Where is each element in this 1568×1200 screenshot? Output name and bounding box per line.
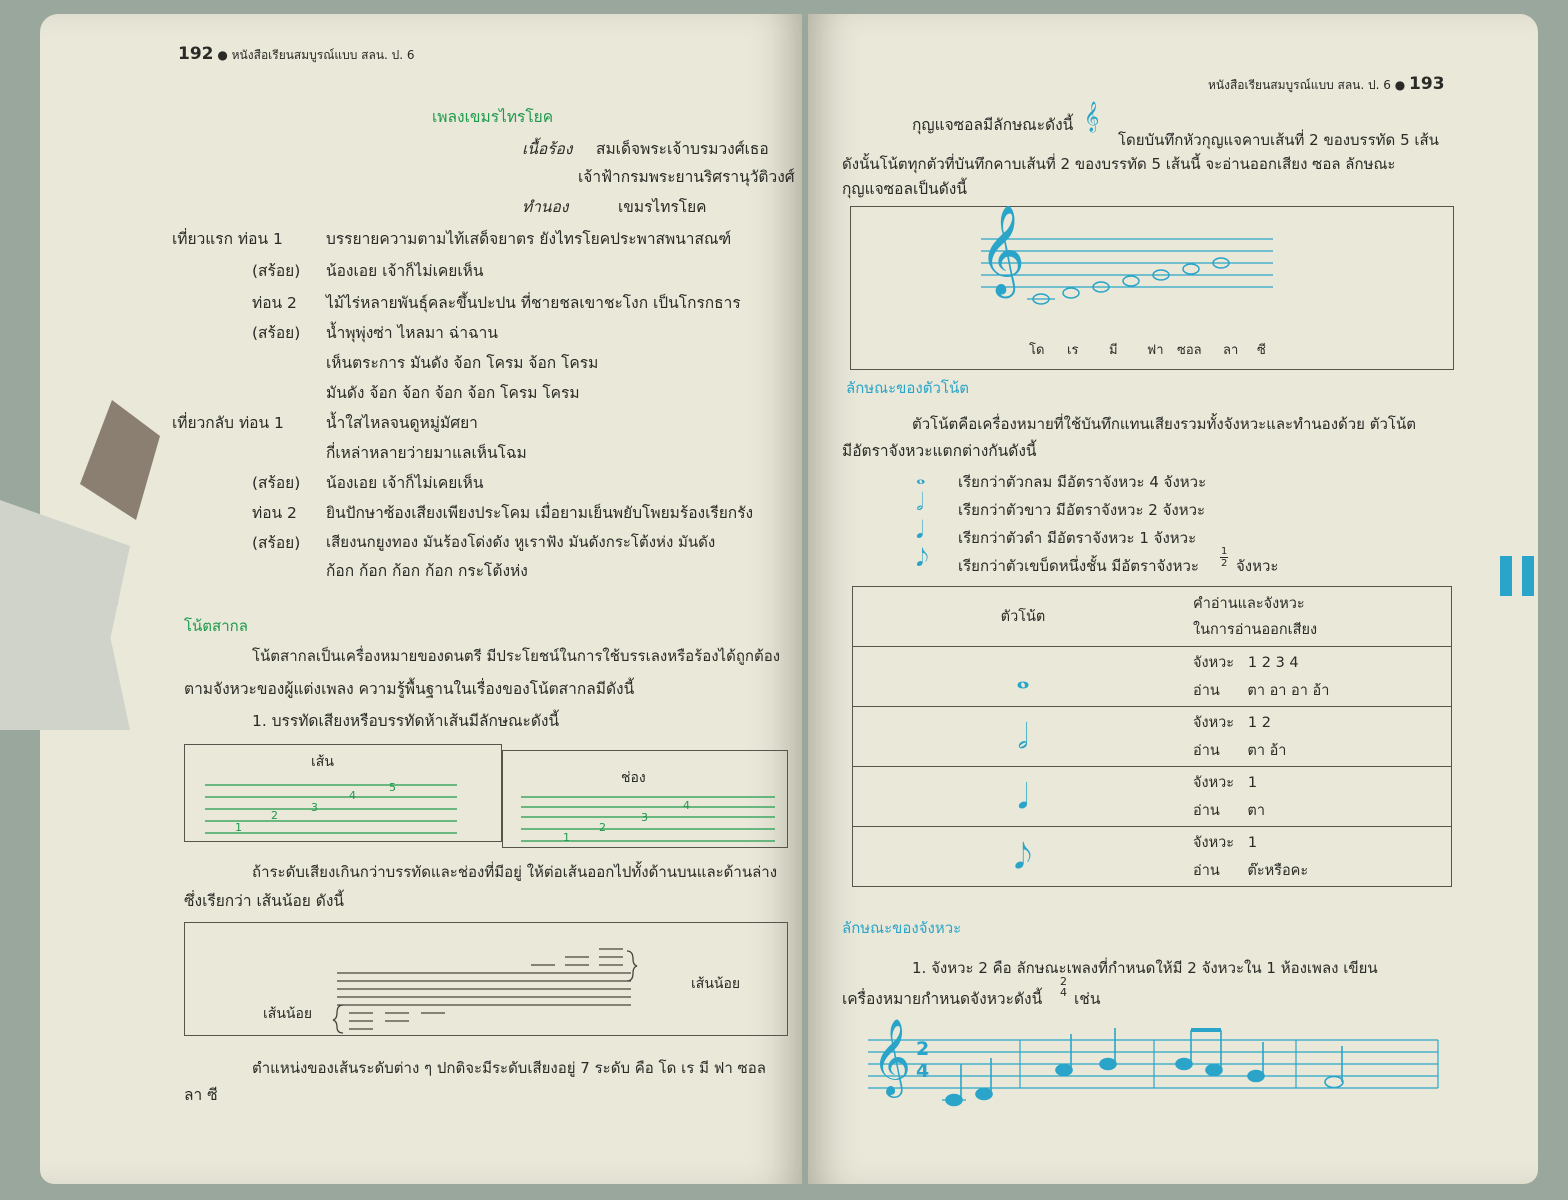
lyric-label: ท่อน 2 <box>252 294 297 312</box>
lyric-line: มันดัง จ้อก จ้อก จ้อก จ้อก โครม โครม <box>326 384 580 402</box>
staff-lines-figure <box>184 744 502 842</box>
space-number: 2 <box>599 821 606 834</box>
note-type-item: เรียกว่าตัวกลม มีอัตราจังหวะ 4 จังหวะ <box>958 473 1207 491</box>
reading-cell <box>1193 707 1452 767</box>
lyric-line: เห็นตระการ มันดัง จ้อก โครม จ้อก โครม <box>326 354 599 372</box>
lyricist-line-2: เจ้าฟ้ากรมพระยานริศรานุวัติวงศ์ <box>578 168 795 186</box>
lyric-line: ก้อก ก้อก ก้อก ก้อก กระโต้งห่ง <box>326 562 528 580</box>
paragraph-line: ดังนั้นโน้ตทุกตัวที่บันทึกคาบเส้นที่ 2 ของบรรทัด 5 เส้นนี้ จะอ่านออกเสียง ซอล ลักษณะ <box>842 155 1396 173</box>
lyric-line: น้องเอย เจ้าก็ไม่เคยเห็น <box>326 262 484 280</box>
read-value: ตา อ้า <box>1247 742 1287 759</box>
solfege-label: มี <box>1109 343 1118 358</box>
read-value: ต๊ะหรือคะ <box>1247 862 1309 879</box>
read-value: ตา อา อา อ้า <box>1247 682 1330 699</box>
time-sig-numerator: 2 <box>1060 975 1067 988</box>
lyricist-line-1: สมเด็จพระเจ้าบรมวงศ์เธอ <box>596 140 769 158</box>
lyric-line: ยินปักษาซ้องเสียงเพียงประโคม เมื่อยามเย็นพยับโพยมร้องเรียกรัง <box>326 504 754 522</box>
paragraph-line: เช่น <box>1074 990 1101 1008</box>
figure-label: ช่อง <box>621 770 646 786</box>
beats-label: จังหวะ <box>1193 834 1235 851</box>
lyric-line: เสียงนกยูงทอง มันร้องโด่งดัง หูเราฟัง มันดังกระโต้งห่ง มันดัง <box>326 533 716 551</box>
paragraph-line: 1. จังหวะ 2 คือ ลักษณะเพลงที่กำหนดให้มี 2 จังหวะใน 1 ห้องเพลง เขียน <box>912 959 1378 977</box>
line-number: 1 <box>235 821 242 834</box>
lyric-label: (สร้อย) <box>252 474 301 492</box>
beats-value: 1 <box>1247 834 1258 851</box>
time-sig-denominator: 4 <box>916 1060 930 1082</box>
read-label: อ่าน <box>1193 742 1220 759</box>
treble-clef-icon: 𝄞 <box>872 1018 912 1095</box>
note-type-item: จังหวะ <box>1236 557 1279 575</box>
ledger-label: เส้นน้อย <box>263 1006 313 1022</box>
note-cell <box>853 827 1194 887</box>
paragraph-line: ซึ่งเรียกว่า เส้นน้อย ดังนี้ <box>184 892 345 910</box>
five-line-staff <box>185 745 501 841</box>
paragraph-line: มีอัตราจังหวะแตกต่างกันดังนี้ <box>842 442 1037 460</box>
paragraph-line: โน้ตสากลเป็นเครื่องหมายของดนตรี มีประโยชน์ในการใช้บรรเลงหรือร้องได้ถูกต้อง <box>252 647 781 665</box>
left-page <box>40 14 802 1184</box>
left-header <box>178 44 415 65</box>
time-sig-denominator: 4 <box>1060 986 1067 999</box>
lyric-label: เที่ยวกลับ ท่อน 1 <box>172 414 284 432</box>
treble-clef-icon: 𝄞 <box>979 205 1026 295</box>
bullet-icon: ● <box>217 48 228 62</box>
section-tab-mark <box>1500 556 1540 596</box>
paragraph-line: เครื่องหมายกำหนดจังหวะดังนี้ <box>842 990 1043 1008</box>
table-row <box>853 707 1452 767</box>
time-sig-numerator: 2 <box>916 1038 930 1060</box>
right-header <box>1208 74 1445 95</box>
rhythm-example-staff <box>858 1018 1458 1134</box>
half-note-icon: 𝅗𝅥 <box>1017 716 1029 757</box>
five-line-staff <box>503 751 787 847</box>
ledger-label: เส้นน้อย <box>691 976 741 992</box>
header-text: คำอ่านและจังหวะ <box>1193 595 1305 612</box>
time-signature <box>916 1038 929 1082</box>
table-header-cell: ตัวโน้ต <box>853 587 1194 647</box>
line-number: 3 <box>311 801 318 814</box>
reading-cell <box>1193 647 1452 707</box>
paragraph-line: กุญแจซอลเป็นดังนี้ <box>842 180 967 198</box>
paragraph-line: โดยบันทึกหัวกุญแจคาบเส้นที่ 2 ของบรรทัด 5 เส้น <box>1118 131 1439 149</box>
song-title: เพลงเขมรไทรโยค <box>432 108 554 126</box>
beats-value: 1 <box>1247 774 1258 791</box>
beats-label: จังหวะ <box>1193 654 1235 671</box>
reading-cell <box>1193 767 1452 827</box>
fraction-numerator: 1 <box>1221 546 1228 557</box>
fraction-half <box>1220 546 1228 569</box>
table-header-cell <box>1193 587 1452 647</box>
space-number: 3 <box>641 811 648 824</box>
note-type-item: เรียกว่าตัวดำ มีอัตราจังหวะ 1 จังหวะ <box>958 529 1197 547</box>
note-reading-table <box>852 586 1452 887</box>
space-number: 1 <box>563 831 570 844</box>
solfege-label: ฟา <box>1147 343 1164 358</box>
header-title: หนังสือเรียนสมบูรณ์แบบ สลน. ป. 6 <box>231 48 415 62</box>
note-type-item: เรียกว่าตัวขาว มีอัตราจังหวะ 2 จังหวะ <box>958 501 1206 519</box>
list-item: 1. บรรทัดเสียงหรือบรรทัดห้าเส้นมีลักษณะดังนี้ <box>252 712 560 730</box>
right-page <box>808 14 1538 1184</box>
note-cell <box>853 767 1194 827</box>
whole-note-icon: 𝅝 <box>916 462 926 490</box>
line-number: 4 <box>349 789 356 802</box>
paragraph-line: ตามจังหวะของผู้แต่งเพลง ความรู้พื้นฐานในเรื่องของโน้ตสากลมีดังนี้ <box>184 680 635 698</box>
lyric-line: น้ำใสไหลจนดูหมู่มัศยา <box>326 414 478 432</box>
beats-value: 1 2 <box>1247 714 1271 731</box>
space-number: 4 <box>683 799 690 812</box>
lyric-label: ท่อน 2 <box>252 504 297 522</box>
treble-clef-figure <box>850 206 1454 370</box>
paragraph-line: ตัวโน้ตคือเครื่องหมายที่ใช้บันทึกแทนเสียงรวมทั้งจังหวะและทำนองด้วย ตัวโน้ต <box>912 415 1416 433</box>
treble-clef-icon: 𝄞 <box>1084 102 1100 132</box>
melody-label: ทำนอง <box>522 198 569 216</box>
paragraph-line: ตำแหน่งของเส้นระดับต่าง ๆ ปกติจะมีระดับเสียงอยู่ 7 ระดับ คือ โด เร มี ฟา ซอล <box>252 1059 766 1077</box>
whole-note-icon: 𝅝 <box>1016 656 1030 697</box>
lyric-line: ไม้ไร่หลายพันธุ์คละขึ้นปะปน ที่ชายชลเขาชะโงก เป็นโกรกธาร <box>326 294 741 312</box>
solfege-label: โด <box>1029 343 1045 358</box>
lyric-label: (สร้อย) <box>252 262 301 280</box>
beats-label: จังหวะ <box>1193 774 1235 791</box>
eighth-note-icon: 𝅘𝅥𝅮 <box>1014 836 1032 877</box>
read-label: อ่าน <box>1193 802 1220 819</box>
header-text: ในการอ่านออกเสียง <box>1193 621 1318 638</box>
table-header-row <box>853 587 1452 647</box>
eighth-note-icon: 𝅘𝅥𝅮 <box>916 544 929 572</box>
fraction-denominator: 2 <box>1221 558 1228 569</box>
note-cell <box>853 707 1194 767</box>
beats-value: 1 2 3 4 <box>1247 654 1299 671</box>
read-label: อ่าน <box>1193 862 1220 879</box>
solfege-label: เร <box>1067 343 1079 358</box>
note-type-item: เรียกว่าตัวเขบ็ดหนึ่งชั้น มีอัตราจังหวะ <box>958 557 1199 575</box>
solfege-label: ซี <box>1257 343 1266 358</box>
paragraph-line: ลา ซี <box>184 1086 218 1104</box>
solfege-label: ลา <box>1223 343 1239 358</box>
lyric-line: น้องเอย เจ้าก็ไม่เคยเห็น <box>326 474 484 492</box>
quarter-note-icon: 𝅘𝅥 <box>1017 776 1029 817</box>
note-cell <box>853 647 1194 707</box>
beats-label: จังหวะ <box>1193 714 1235 731</box>
section-heading-intl-notes: โน้ตสากล <box>184 617 248 635</box>
paragraph-line: กุญแจซอลมีลักษณะดังนี้ <box>912 116 1074 134</box>
read-label: อ่าน <box>1193 682 1220 699</box>
section-heading-rhythm: ลักษณะของจังหวะ <box>842 919 962 937</box>
lyric-line: กี่เหล่าหลายว่ายมาแลเห็นโฉม <box>326 444 527 462</box>
figure-label: เส้น <box>311 754 334 770</box>
read-value: ตา <box>1247 802 1265 819</box>
line-number: 5 <box>389 781 396 794</box>
page-number: 193 <box>1409 74 1445 94</box>
reading-cell <box>1193 827 1452 887</box>
lyric-label: เที่ยวแรก ท่อน 1 <box>172 230 283 248</box>
section-heading-note-types: ลักษณะของตัวโน้ต <box>846 379 969 397</box>
table-row <box>853 827 1452 887</box>
ledger-lines-figure <box>184 922 788 1036</box>
lyric-line: น้ำพุพุ่งซ่า ไหลมา ฉ่าฉาน <box>326 324 498 342</box>
paragraph-line: ถ้าระดับเสียงเกินกว่าบรรทัดและช่องที่มีอยู่ ให้ต่อเส้นออกไปทั้งด้านบนและด้านล่าง <box>252 863 778 881</box>
table-row <box>853 647 1452 707</box>
quarter-note-icon: 𝅘𝅥 <box>916 516 924 544</box>
melody-name: เขมรไทรโยค <box>618 198 707 216</box>
line-number: 2 <box>271 809 278 822</box>
half-note-icon: 𝅗𝅥 <box>916 488 924 516</box>
staff-spaces-figure <box>502 750 788 848</box>
lyric-line: บรรยายความตามไท้เสด็จยาตร ยังไทรโยคประพาสพนาสณฑ์ <box>326 230 732 248</box>
lyric-label: (สร้อย) <box>252 324 301 342</box>
bullet-icon: ● <box>1394 78 1406 92</box>
table-row <box>853 767 1452 827</box>
solfege-label: ซอล <box>1177 343 1202 358</box>
lyricist-label: เนื้อร้อง <box>522 140 573 158</box>
header-title: หนังสือเรียนสมบูรณ์แบบ สลน. ป. 6 <box>1208 78 1391 92</box>
page-number: 192 <box>178 44 214 64</box>
lyric-label: (สร้อย) <box>252 534 301 552</box>
time-signature-inline <box>1060 976 1067 998</box>
